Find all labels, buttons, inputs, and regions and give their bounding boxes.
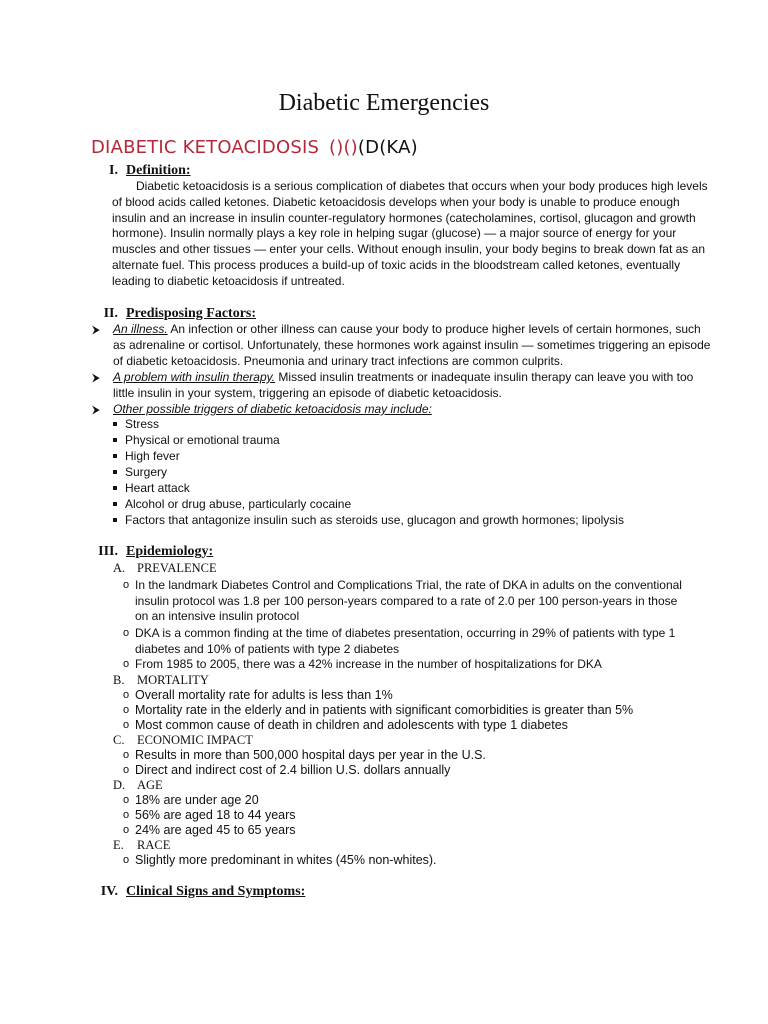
trigger-text: Heart attack bbox=[125, 481, 190, 495]
age-item bbox=[123, 793, 683, 808]
item-text: In the landmark Diabetes Control and Complications Trial, the rate of DKA in adults on the conventional insulin protocol was 1.8 per 100 person-years compared to a rate of 2.0 per 100 person-years in those on an intensive insulin protocol bbox=[135, 578, 682, 624]
age-item bbox=[123, 823, 683, 838]
page-title: Diabetic Emergencies bbox=[278, 90, 490, 116]
square-bullet-icon bbox=[113, 502, 117, 506]
circle-bullet-icon: o bbox=[123, 719, 130, 731]
item-text: Overall mortality rate for adults is less than 1% bbox=[135, 688, 393, 702]
section-clinical-signs bbox=[92, 884, 305, 900]
circle-bullet-icon: o bbox=[123, 809, 130, 821]
section-epidemiology bbox=[92, 544, 213, 560]
trigger-text: Surgery bbox=[125, 465, 168, 479]
square-bullet-icon bbox=[113, 454, 117, 458]
subsection-label: ECONOMIC IMPACT bbox=[137, 733, 253, 747]
trigger-text: High fever bbox=[125, 449, 180, 463]
economic-item bbox=[123, 763, 683, 778]
factor-item bbox=[92, 402, 712, 418]
circle-bullet-icon: o bbox=[123, 689, 130, 701]
circle-bullet-icon: o bbox=[123, 658, 130, 670]
section-label: Clinical Signs and Symptoms: bbox=[126, 884, 306, 899]
trigger-text: Physical or emotional trauma bbox=[125, 433, 280, 447]
subsection-letter: D. bbox=[113, 778, 126, 792]
subsection-letter: C. bbox=[113, 733, 125, 747]
heading-suffix: (D(KA) bbox=[357, 137, 418, 158]
subsection-label: PREVALENCE bbox=[137, 561, 217, 575]
subsection-mortality bbox=[113, 673, 209, 688]
item-text: Results in more than 500,000 hospital days per year in the U.S. bbox=[135, 748, 486, 762]
race-item bbox=[123, 853, 683, 868]
item-text: 56% are aged 18 to 44 years bbox=[135, 808, 296, 822]
section-label: Predisposing Factors: bbox=[126, 306, 257, 321]
subsection-age bbox=[113, 778, 163, 793]
trigger-text: Factors that antagonize insulin such as steroids use, glucagon and growth hormones; lipolysis bbox=[125, 513, 624, 527]
subsection-letter: E. bbox=[113, 838, 124, 852]
circle-bullet-icon: o bbox=[123, 579, 130, 591]
item-text: 18% are under age 20 bbox=[135, 793, 259, 807]
arrow-bullet-icon: ⮞ bbox=[92, 324, 100, 336]
factor-lead: An illness. bbox=[113, 322, 168, 336]
square-bullet-icon bbox=[113, 518, 117, 522]
circle-bullet-icon: o bbox=[123, 749, 130, 761]
section-predisposing-factors bbox=[96, 306, 256, 322]
section-label: Definition: bbox=[126, 163, 191, 178]
section-label: Epidemiology: bbox=[126, 544, 214, 559]
trigger-item bbox=[113, 481, 190, 497]
square-bullet-icon bbox=[113, 486, 117, 490]
subsection-letter: A. bbox=[113, 561, 126, 575]
section-number: I. bbox=[109, 163, 118, 178]
factor-item bbox=[92, 370, 712, 402]
mortality-item bbox=[123, 703, 683, 718]
trigger-text: Stress bbox=[125, 417, 160, 431]
subsection-economic-impact bbox=[113, 733, 253, 748]
subsection-label: MORTALITY bbox=[137, 673, 209, 687]
definition-paragraph bbox=[112, 179, 712, 290]
subsection-race bbox=[113, 838, 170, 853]
subsection-prevalence bbox=[113, 561, 217, 576]
square-bullet-icon bbox=[113, 438, 117, 442]
subsection-letter: B. bbox=[113, 673, 125, 687]
trigger-item bbox=[113, 465, 167, 481]
section-number: II. bbox=[103, 306, 118, 321]
prevalence-item bbox=[123, 657, 683, 673]
factor-text: Missed insulin treatments or inadequate insulin therapy can leave you with too little insulin in your system, triggering an episode of diabetic ketoacidosis. bbox=[113, 370, 694, 400]
section-number: IV. bbox=[100, 884, 118, 899]
trigger-item bbox=[113, 449, 180, 465]
factor-text: An infection or other illness can cause your body to produce higher levels of certain hormones, such as adrenaline or cortisol. Unfortunately, these hormones work against insulin — sometimes triggering an episode of diabetic ketoacidosis. Pneumonia and urinary tract infections are common culprits. bbox=[113, 322, 711, 368]
item-text: Slightly more predominant in whites (45% non-whites). bbox=[135, 853, 437, 867]
arrow-bullet-icon: ⮞ bbox=[92, 404, 100, 416]
circle-bullet-icon: o bbox=[123, 704, 130, 716]
item-text: Mortality rate in the elderly and in patients with significant comorbidities is greater than 5% bbox=[135, 703, 634, 717]
circle-bullet-icon: o bbox=[123, 627, 130, 639]
circle-bullet-icon: o bbox=[123, 854, 130, 866]
subsection-label: AGE bbox=[137, 778, 163, 792]
circle-bullet-icon: o bbox=[123, 824, 130, 836]
section-heading-dka bbox=[91, 137, 418, 158]
item-text: From 1985 to 2005, there was a 42% increase in the number of hospitalizations for DKA bbox=[135, 657, 602, 671]
item-text: 24% are aged 45 to 65 years bbox=[135, 823, 296, 837]
square-bullet-icon bbox=[113, 470, 117, 474]
trigger-item bbox=[113, 513, 624, 529]
economic-item bbox=[123, 748, 683, 763]
square-bullet-icon bbox=[113, 422, 117, 426]
item-text: DKA is a common finding at the time of diabetes presentation, occurring in 29% of patients with type 1 diabetes and 10% of patients with type 2 diabetes bbox=[135, 626, 676, 656]
definition-first-line: Diabetic ketoacidosis is a serious complication of diabetes that occurs when your body produces high levels bbox=[136, 179, 708, 193]
item-text: Direct and indirect cost of 2.4 billion U.S. dollars annually bbox=[135, 763, 451, 777]
arrow-bullet-icon: ⮞ bbox=[92, 372, 100, 384]
mortality-item bbox=[123, 688, 683, 703]
section-number: III. bbox=[98, 544, 118, 559]
heading-main: DIABETIC KETOACIDOSIS bbox=[91, 137, 320, 158]
trigger-item bbox=[113, 433, 280, 449]
factor-item bbox=[92, 322, 712, 369]
trigger-item bbox=[113, 417, 159, 433]
section-definition bbox=[100, 163, 191, 179]
age-item bbox=[123, 808, 683, 823]
trigger-item bbox=[113, 497, 351, 513]
mortality-item bbox=[123, 718, 683, 733]
prevalence-item bbox=[123, 578, 683, 625]
circle-bullet-icon: o bbox=[123, 794, 130, 806]
item-text: Most common cause of death in children and adolescents with type 1 diabetes bbox=[135, 718, 568, 732]
prevalence-item bbox=[123, 626, 683, 657]
circle-bullet-icon: o bbox=[123, 764, 130, 776]
factor-lead: A problem with insulin therapy. bbox=[113, 370, 276, 384]
factor-lead: Other possible triggers of diabetic ketoacidosis may include: bbox=[113, 402, 432, 416]
definition-body: of blood acids called ketones. Diabetic ketoacidosis develops when your body is unable to produce enough insulin and an increase in insulin counter-regulatory hormones (catecholamines, cortisol, glucagon and growth hormone). Insulin normally plays a key role in helping sugar (glucose) — a major source of energy for your muscles and other tissues — enter your cells. Without enough insulin, your body begins to break down fat as an alternate fuel. This process produces a build-up of toxic acids in the bloodstream called ketones, eventually leading to diabetic ketoacidosis if untreated. bbox=[112, 194, 705, 288]
heading-parens: ()() bbox=[329, 137, 358, 158]
subsection-label: RACE bbox=[137, 838, 171, 852]
trigger-text: Alcohol or drug abuse, particularly cocaine bbox=[125, 497, 352, 511]
